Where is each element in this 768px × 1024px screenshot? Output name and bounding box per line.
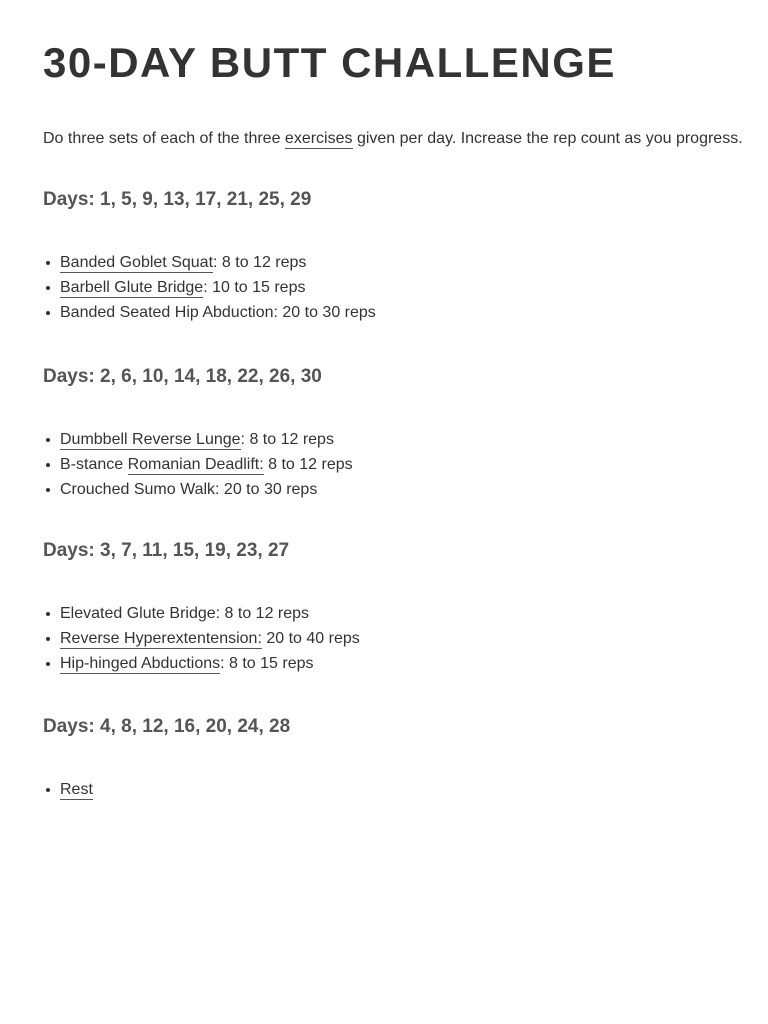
dumbbell-reverse-lunge-link[interactable]: Dumbbell Reverse Lunge — [60, 431, 241, 448]
list-item-text: Elevated Glute Bridge: 8 to 12 reps — [60, 605, 310, 622]
section-heading-days-2: Days: 2, 6, 10, 14, 18, 22, 26, 30 — [43, 366, 322, 387]
exercise-list-days-2 — [43, 427, 725, 502]
section-heading-days-3: Days: 3, 7, 11, 15, 19, 23, 27 — [43, 540, 290, 561]
list-item — [60, 626, 725, 651]
list-item — [60, 601, 725, 626]
reverse-hyperextension-link[interactable]: Reverse Hyperextentension: — [60, 630, 262, 647]
list-item — [60, 250, 725, 275]
list-item — [60, 477, 725, 502]
hip-hinged-abductions-link[interactable]: Hip-hinged Abductions — [60, 655, 221, 672]
list-item-suffix: : 8 to 15 reps — [220, 655, 314, 672]
list-item — [60, 275, 725, 300]
list-item — [60, 452, 725, 477]
list-item — [60, 300, 725, 325]
list-item-suffix: 20 to 40 reps — [261, 630, 360, 647]
section-heading-days-4: Days: 4, 8, 12, 16, 20, 24, 28 — [43, 716, 291, 737]
list-item — [60, 777, 725, 802]
rest-link[interactable]: Rest — [60, 781, 93, 798]
exercises-link[interactable]: exercises — [284, 130, 353, 147]
list-item-suffix: : 8 to 12 reps — [240, 431, 334, 448]
section-heading-days-1: Days: 1, 5, 9, 13, 17, 21, 25, 29 — [43, 189, 312, 210]
list-item-text: Banded Seated Hip Abduction: 20 to 30 reps — [60, 304, 376, 321]
intro-text-after: given per day. Increase the rep count as you progress. — [352, 130, 743, 147]
romanian-deadlift-link[interactable]: Romanian Deadlift: — [127, 456, 264, 473]
exercise-list-days-4 — [43, 777, 725, 802]
list-item — [60, 427, 725, 452]
list-item — [60, 651, 725, 676]
barbell-glute-bridge-link[interactable]: Barbell Glute Bridge — [60, 279, 204, 296]
list-item-text: Crouched Sumo Walk: 20 to 30 reps — [60, 481, 318, 498]
intro-text-before: Do three sets of each of the three — [43, 130, 285, 147]
banded-goblet-squat-link[interactable]: Banded Goblet Squat — [60, 254, 214, 271]
list-item-prefix: B-stance — [60, 456, 128, 473]
list-item-suffix: : 8 to 12 reps — [213, 254, 307, 271]
page-title: 30-DAY BUTT CHALLENGE — [43, 39, 616, 86]
intro-paragraph — [43, 128, 743, 150]
exercise-list-days-1 — [43, 250, 725, 325]
list-item-suffix: : 10 to 15 reps — [203, 279, 306, 296]
list-item-suffix: 8 to 12 reps — [263, 456, 353, 473]
exercise-list-days-3 — [43, 601, 725, 676]
